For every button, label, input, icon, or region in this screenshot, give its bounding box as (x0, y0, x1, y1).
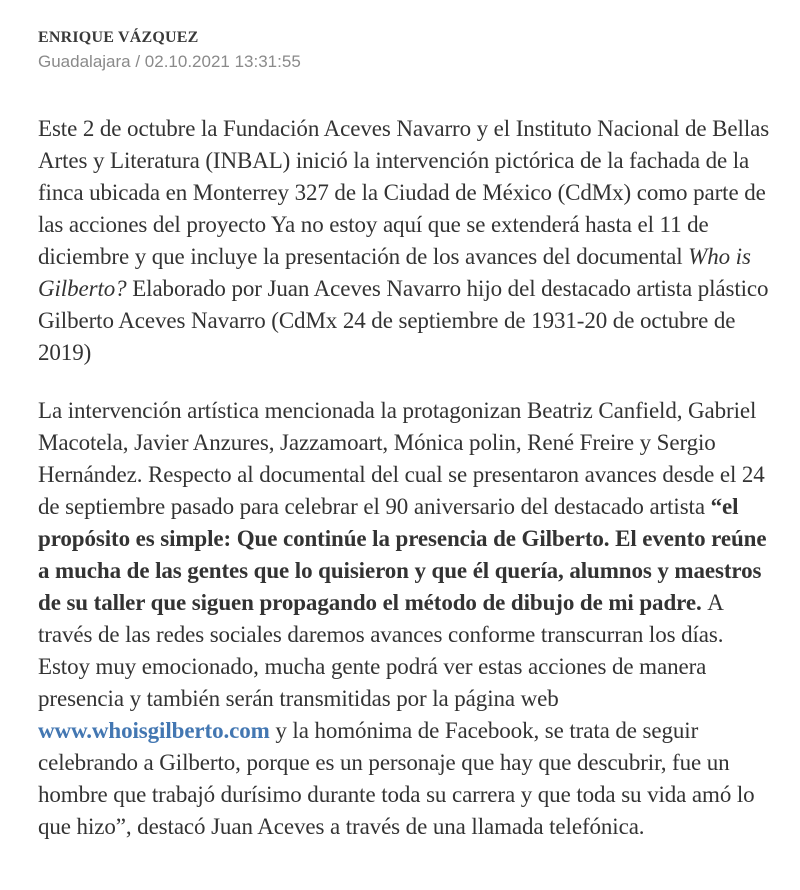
text-run-regular: y la homónima de Facebook, se trata de seguir celebrando a Gilberto, porque es un personaje que hay que descubrir, fue un hombre que trabajó durísimo durante toda su carrera y que toda su vida amó lo que hizo”, destacó Juan Aceves a través de una llamada telefónica. (38, 717, 755, 839)
text-run-regular: Este 2 de octubre la Fundación Aceves Navarro y el Instituto Nacional de Bellas Artes y Literatura (INBAL) inició la intervención pictórica de la fachada de la finca ubicada en Monterrey 327 de la Ciudad de México (CdMx) como parte de las acciones del proyecto Ya no estoy aquí que se extenderá hasta el 11 de diciembre y que incluye la presentación de los avances del documental (38, 115, 770, 269)
article-header (38, 28, 778, 73)
author-byline: ENRIQUE VÁZQUEZ (38, 29, 199, 46)
text-run-regular: A través de las redes sociales daremos avances conforme transcurran los días. Estoy muy emocionado, mucha gente podrá ver estas acciones de manera presencia y también serán transmitidas por la página web (38, 589, 724, 711)
article-link[interactable]: www.whoisgilberto.com (38, 717, 270, 743)
text-run-regular: Elaborado por Juan Aceves Navarro hijo del destacado artista plástico Gilberto Aceves Navarro (CdMx 24 de septiembre de 1931-20 de octubre de 2019) (38, 275, 769, 365)
text-run-regular: La intervención artística mencionada la protagonizan Beatriz Canfield, Gabriel Macotela, Javier Anzures, Jazzamoart, Mónica polin, René Freire y Sergio Hernández. Respecto al documental del cual se presentaron avances desde el 24 de septiembre pasado para celebrar el 90 aniversario del destacado artista (38, 397, 765, 519)
text-run-italic: Who is Gilberto? (38, 243, 751, 301)
paragraph-2 (38, 395, 778, 843)
paragraph-1 (38, 113, 778, 369)
text-run-bold: “el propósito es simple: Que continúe la presencia de Gilberto. El evento reúne a mucha de las gentes que lo quisieron y que él quería, alumnos y maestros de su taller que siguen propagando el método de dibujo de mi padre. (38, 493, 767, 615)
article-body (38, 113, 778, 843)
location-dateline: Guadalajara / 02.10.2021 13:31:55 (38, 52, 301, 72)
